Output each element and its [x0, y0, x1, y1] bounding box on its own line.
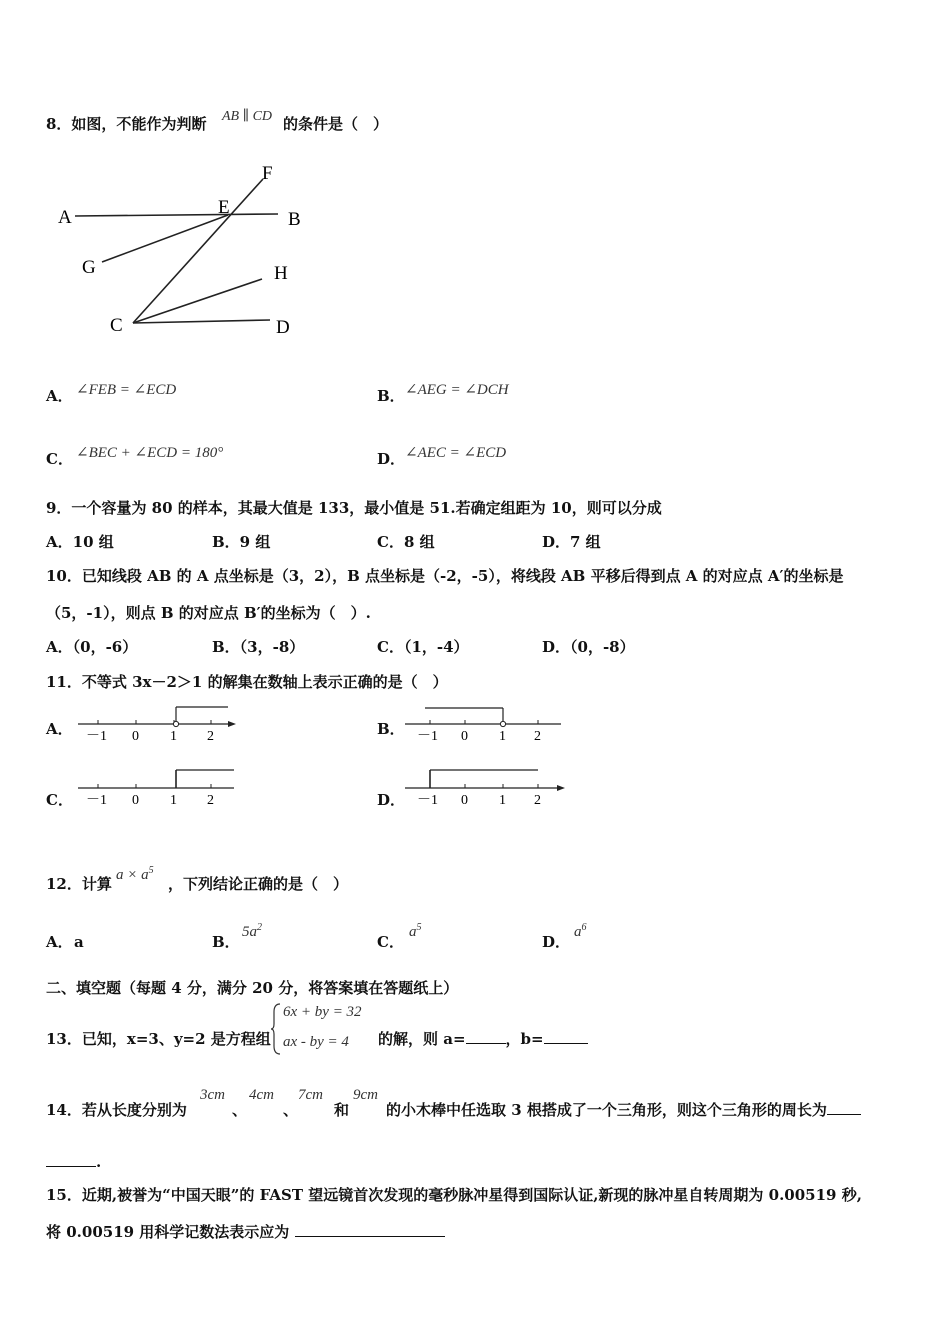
- q14-continuation: .: [46, 1152, 101, 1172]
- q14-sep-1: 、: [232, 1101, 248, 1119]
- q15-stem-line2: 将 0.00519 用科学记数法表示应为: [46, 1222, 445, 1242]
- tick-label: －1: [86, 793, 107, 808]
- q15-stem-line1: 15．近期,被誉为“中国天眼”的 FAST 望远镜首次发现的毫秒脉冲星得到国际认证,新现的脉冲星自转周期为 0.00519 秒,: [46, 1186, 862, 1204]
- label-a: A: [58, 207, 72, 228]
- label-b: B: [288, 209, 301, 230]
- tick-label: 2: [207, 793, 214, 808]
- q9-option-d: D．7 组: [542, 533, 601, 551]
- q8-figure: [50, 155, 320, 345]
- q11-option-a-letter: A．: [46, 720, 73, 738]
- q9-option-b: B．9 组: [212, 533, 271, 551]
- q13-answer-a-blank[interactable]: [466, 1029, 506, 1044]
- tick-label: 0: [132, 729, 139, 744]
- q8-option-d-expr: ∠AEC = ∠ECD: [405, 445, 507, 461]
- q14-and: 和: [334, 1101, 350, 1119]
- q12-option-c-expr: $a^5$: [409, 922, 422, 940]
- q13-suffix: [378, 1029, 588, 1049]
- q14-answer-blank-start[interactable]: [827, 1100, 861, 1115]
- q11-number-line-c: [78, 766, 240, 810]
- q10-option-c: C．（1，-4）: [377, 638, 469, 656]
- q8-option-a-expr: ∠FEB = ∠ECD: [76, 382, 177, 398]
- label-h: H: [274, 263, 288, 284]
- q8-condition: AB ∥ CD: [222, 109, 273, 124]
- q14-sep-2: 、: [283, 1101, 299, 1119]
- q12-expression: $a \times a^5$: [116, 865, 154, 883]
- q12-option-a-text: a: [74, 933, 84, 951]
- tick-label: 0: [461, 729, 468, 744]
- q14-length-4: 9cm: [353, 1087, 378, 1103]
- q11-stem: 11．不等式 3x－2＞1 的解集在数轴上表示正确的是（ ）: [46, 673, 448, 691]
- q9-stem: 9．一个容量为 80 的样本，其最大值是 133，最小值是 51.若确定组距为 10，则可以分成: [46, 499, 662, 517]
- q13-equation-1: 6x + by = 32: [283, 1004, 362, 1020]
- label-f: F: [262, 163, 273, 184]
- q9-option-c: C．8 组: [377, 533, 435, 551]
- q10-stem-line2: （5，-1），则点 B 的对应点 B′的坐标为（ ）.: [46, 604, 371, 622]
- q12-option-a-letter: A．: [46, 933, 73, 951]
- q14-suffix: 的小木棒中任选取 3 根搭成了一个三角形，则这个三角形的周长为: [386, 1100, 861, 1120]
- q15-answer-blank[interactable]: [295, 1222, 445, 1237]
- tick-label: 1: [499, 793, 506, 808]
- q10-option-b: B．（3，-8）: [212, 638, 305, 656]
- line-cd: [133, 320, 270, 323]
- q11-number-line-d: [405, 766, 567, 810]
- label-d: D: [276, 317, 290, 338]
- section-2-heading: 二、填空题（每题 4 分，满分 20 分，将答案填在答题纸上）: [46, 979, 459, 997]
- q13-prefix: 13．已知，x=3、y=2 是方程组: [46, 1030, 271, 1048]
- tick-label: －1: [417, 729, 438, 744]
- q8-option-b-letter: B．: [377, 387, 405, 405]
- tick-label: －1: [417, 793, 438, 808]
- q14-length-1: 3cm: [200, 1087, 225, 1103]
- tick-label: 1: [499, 729, 506, 744]
- tick-label: 0: [132, 793, 139, 808]
- q8-option-a-letter: A．: [46, 387, 73, 405]
- q12-option-b-letter: B．: [212, 933, 240, 951]
- q12-option-d-letter: D．: [542, 933, 571, 951]
- q12-suffix: ，下列结论正确的是（ ）: [168, 875, 349, 893]
- tick-label: 1: [170, 793, 177, 808]
- q13-answer-b-label: ，b=: [505, 1030, 544, 1048]
- label-e: E: [218, 197, 230, 218]
- q14-length-2: 4cm: [249, 1087, 274, 1103]
- q9-option-a: A．10 组: [46, 533, 114, 551]
- tick-label: 1: [170, 729, 177, 744]
- q8-option-b-expr: ∠AEG = ∠DCH: [405, 382, 509, 398]
- q10-stem-line1: 10．已知线段 AB 的 A 点坐标是（3，2），B 点坐标是（-2，-5），将线段 AB 平移后得到点 A 的对应点 A′的坐标是: [46, 567, 844, 585]
- q14-length-3: 7cm: [298, 1087, 323, 1103]
- tick-label: 2: [534, 793, 541, 808]
- q12-option-b-expr: $5a^2$: [242, 922, 262, 940]
- q11-option-d-letter: D．: [377, 791, 406, 809]
- q14-answer-blank-end[interactable]: [46, 1152, 96, 1167]
- q8-option-c-letter: C．: [46, 450, 73, 468]
- label-g: G: [82, 257, 96, 278]
- q8-stem: [46, 114, 206, 134]
- label-c: C: [110, 315, 123, 336]
- tick-label: －1: [86, 729, 107, 744]
- q12-option-c-letter: C．: [377, 933, 404, 951]
- q11-number-line-a: [78, 702, 240, 744]
- q12-option-d-expr: $a^6$: [574, 922, 587, 940]
- q13-answer-b-blank[interactable]: [544, 1029, 588, 1044]
- q14-prefix: 14．若从长度分别为: [46, 1101, 187, 1119]
- tick-label: 2: [207, 729, 214, 744]
- q12-prefix: 12．计算: [46, 875, 112, 893]
- q10-option-d: D．（0，-8）: [542, 638, 635, 656]
- q8-option-d-letter: D．: [377, 450, 406, 468]
- tick-label: 2: [534, 729, 541, 744]
- q8-option-c-expr: ∠BEC + ∠ECD = 180°: [76, 445, 224, 461]
- q13-answer-a-label: 的解，则 a=: [378, 1030, 466, 1048]
- tick-label: 0: [461, 793, 468, 808]
- q11-option-b-letter: B．: [377, 720, 405, 738]
- q8-prefix: 8．如图，不能作为判断: [46, 115, 207, 133]
- q11-number-line-b: [405, 702, 567, 744]
- q13-brace: [270, 1002, 282, 1056]
- q13-equation-2: ax - by = 4: [283, 1034, 349, 1050]
- q8-suffix: 的条件是（ ）: [283, 115, 389, 133]
- q10-option-a: A．（0，-6）: [46, 638, 138, 656]
- q11-option-c-letter: C．: [46, 791, 73, 809]
- line-ab: [75, 214, 278, 216]
